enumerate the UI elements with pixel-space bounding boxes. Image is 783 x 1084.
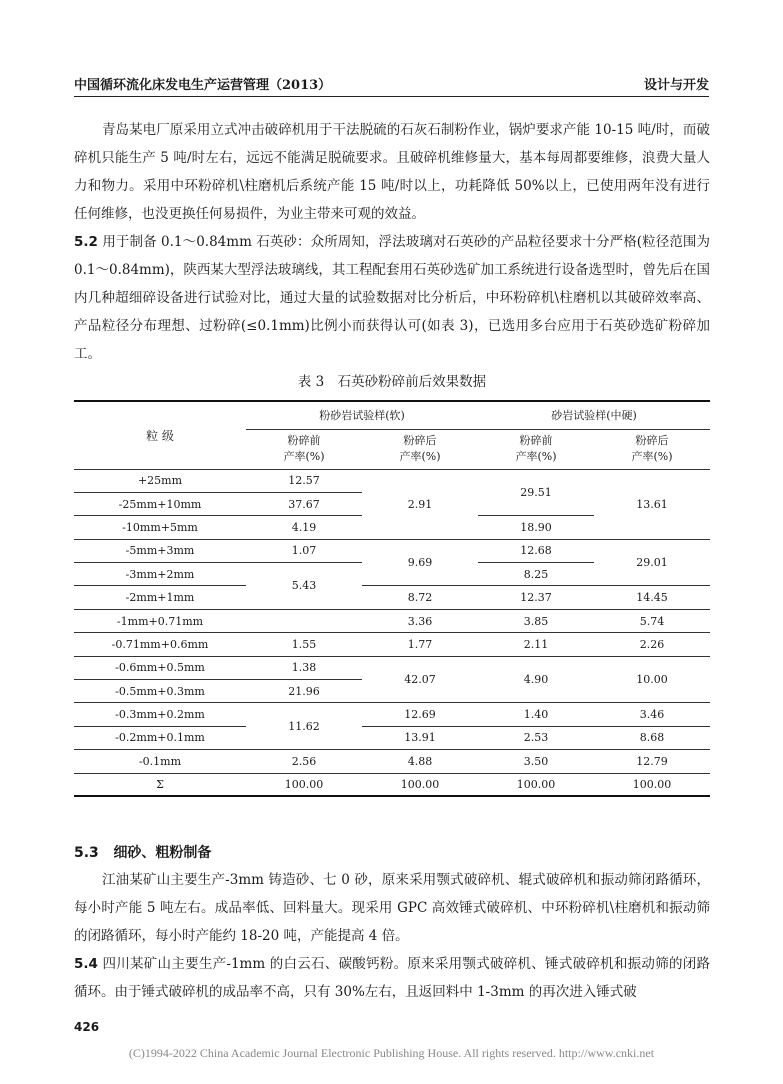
table-row <box>74 703 710 726</box>
table-cell: 2.56 <box>246 750 362 773</box>
table-cell: 37.67 <box>246 492 362 515</box>
table-cell: 13.91 <box>362 726 478 749</box>
grade-cell: -1mm+0.71mm <box>74 609 246 632</box>
section-number: 5.3 <box>74 845 99 861</box>
table-cell: 21.96 <box>246 680 362 703</box>
grade-cell: Σ <box>74 773 246 796</box>
grade-cell: -0.6mm+0.5mm <box>74 656 246 679</box>
table-cell: 12.37 <box>478 586 594 609</box>
soft-sample-header: 粉砂岩试验样(软) <box>246 401 478 429</box>
table-cell: 2.26 <box>594 633 710 656</box>
hard-sample-header: 砂岩试验样(中硬) <box>478 401 710 429</box>
section-title: 细砂、粗粉制备 <box>113 845 212 861</box>
table-title: 表 3 石英砂粉碎前后效果数据 <box>297 374 487 390</box>
table-cell: 1.38 <box>246 656 362 679</box>
results-table <box>74 400 710 797</box>
table-cell: 18.90 <box>478 516 594 539</box>
table-cell: 4.19 <box>246 516 362 539</box>
table-cell: 14.45 <box>594 586 710 609</box>
table-cell: 8.68 <box>594 726 710 749</box>
table-cell: 1.55 <box>246 633 362 656</box>
grade-cell: -0.5mm+0.3mm <box>74 680 246 703</box>
grade-cell: -2mm+1mm <box>74 586 246 609</box>
table-total-row <box>74 773 710 796</box>
section-5-3-paragraph: 江油某矿山主要生产-3mm 铸造砂、七 0 砂，原来采用颚式破碎机、辊式破碎机和振动筛闭路循环，每小时产能 5 吨左右。成品率低、回料量大。现采用 GPC 高效锤式破碎机、中环粉碎机\柱磨机和振动筛的闭路循环，每小时产能约 18-20 吨，产能提高 4 倍。 <box>74 872 710 944</box>
page-number: 426 <box>74 1020 100 1034</box>
section-number: 5.2 <box>74 234 98 250</box>
grade-cell: -0.3mm+0.2mm <box>74 703 246 726</box>
table-cell: 100.00 <box>594 773 710 796</box>
table-cell: 2.91 <box>362 469 478 539</box>
table-cell: 12.79 <box>594 750 710 773</box>
table-cell: 10.00 <box>594 656 710 703</box>
table-cell: 29.51 <box>478 469 594 516</box>
table-header-row <box>74 401 710 429</box>
table-cell: 8.72 <box>362 586 478 609</box>
grade-column-header: 粒 级 <box>74 401 246 469</box>
table-row <box>74 609 710 632</box>
table-row <box>74 750 710 773</box>
table-cell: 1.40 <box>478 703 594 726</box>
grade-cell: -10mm+5mm <box>74 516 246 539</box>
table-cell: 3.46 <box>594 703 710 726</box>
table-row <box>74 539 710 562</box>
section-5-3-heading <box>74 842 211 862</box>
table-cell: 2.53 <box>478 726 594 749</box>
paragraph-qingdao: 青岛某电厂原采用立式冲击破碎机用于干法脱硫的石灰石制粉作业，锅炉要求产能 10-15 吨/时，而破碎机只能生产 5 吨/时左右，远远不能满足脱硫要求。且破碎机维修量大，基本每周都要维修，浪费大量人力和物力。采用中环粉碎机\柱磨机后系统产能 15 吨/时以上，功耗降低 50%以上，已使用两年没有进行任何维修，也没更换任何易损件，为业主带来可观的效益。 <box>74 122 710 222</box>
table-cell: 5.74 <box>594 609 710 632</box>
section-name: 设计与开发 <box>643 78 709 93</box>
grade-cell: -3mm+2mm <box>74 563 246 586</box>
table-cell: 12.68 <box>478 539 594 562</box>
grade-cell: -0.2mm+0.1mm <box>74 726 246 749</box>
table-cell: 1.07 <box>246 539 362 562</box>
table-cell <box>246 609 362 632</box>
table-cell: 9.69 <box>362 539 478 586</box>
table-cell: 4.90 <box>478 656 594 703</box>
table-row <box>74 633 710 656</box>
section-text: 四川某矿山主要生产-1mm 的白云石、碳酸钙粉。原来采用颚式破碎机、锤式破碎机和振动筛的闭路循环。由于锤式破碎机的成品率不高，只有 30%左右，且返回料中 1-3mm 的再次进入锤式破 <box>74 956 710 1000</box>
table-cell: 3.36 <box>362 609 478 632</box>
hard-before-header: 粉碎前 产率(%) <box>478 429 594 469</box>
table-cell: 4.88 <box>362 750 478 773</box>
table-row <box>74 726 710 749</box>
table-cell: 12.69 <box>362 703 478 726</box>
table-cell: 12.57 <box>246 469 362 492</box>
hard-after-header: 粉碎后 产率(%) <box>594 429 710 469</box>
journal-title: 中国循环流化床发电生产运营管理（2013） <box>74 78 332 93</box>
running-header <box>74 72 709 97</box>
table-cell: 3.50 <box>478 750 594 773</box>
table-cell: 29.01 <box>594 539 710 586</box>
table-cell: 5.43 <box>246 563 362 610</box>
grade-cell: -0.71mm+0.6mm <box>74 633 246 656</box>
table-cell: 8.25 <box>478 563 594 586</box>
table-cell: 11.62 <box>246 703 362 750</box>
table-row <box>74 586 710 609</box>
soft-after-header: 粉碎后 产率(%) <box>362 429 478 469</box>
table-cell: 13.61 <box>594 469 710 539</box>
table-cell: 100.00 <box>362 773 478 796</box>
grade-cell: +25mm <box>74 469 246 492</box>
copyright-footer: (C)1994-2022 China Academic Journal Electronic Publishing House. All rights reserved. http://www.cnki.net <box>128 1046 655 1060</box>
soft-before-header: 粉碎前 产率(%) <box>246 429 362 469</box>
section-5-2-paragraph <box>74 228 710 368</box>
grade-cell: -5mm+3mm <box>74 539 246 562</box>
table-cell: 2.11 <box>478 633 594 656</box>
table-row <box>74 469 710 492</box>
table-row <box>74 656 710 679</box>
table-cell: 100.00 <box>478 773 594 796</box>
table-cell: 42.07 <box>362 656 478 703</box>
section-text: 用于制备 0.1～0.84mm 石英砂：众所周知，浮法玻璃对石英砂的产品粒径要求十分严格(粒径范围为 0.1～0.84mm)，陕西某大型浮法玻璃线，其工程配套用石英砂选矿加工系统进行设备选型时，曾先后在国内几种超细碎设备进行试验对比，通过大量的试验数据对比分析后，中环粉碎机\柱磨机以其破碎效率高、产品粒径分布理想、过粉碎(≤0.1mm)比例小而获得认可(如表 3)，已选用多台应用于石英砂选矿粉碎加工。 <box>74 234 710 362</box>
grade-cell: -25mm+10mm <box>74 492 246 515</box>
section-number: 5.4 <box>74 956 98 972</box>
section-5-4-paragraph <box>74 950 710 1006</box>
table-cell: 3.85 <box>478 609 594 632</box>
grade-cell: -0.1mm <box>74 750 246 773</box>
table-cell: 100.00 <box>246 773 362 796</box>
table-cell: 1.77 <box>362 633 478 656</box>
